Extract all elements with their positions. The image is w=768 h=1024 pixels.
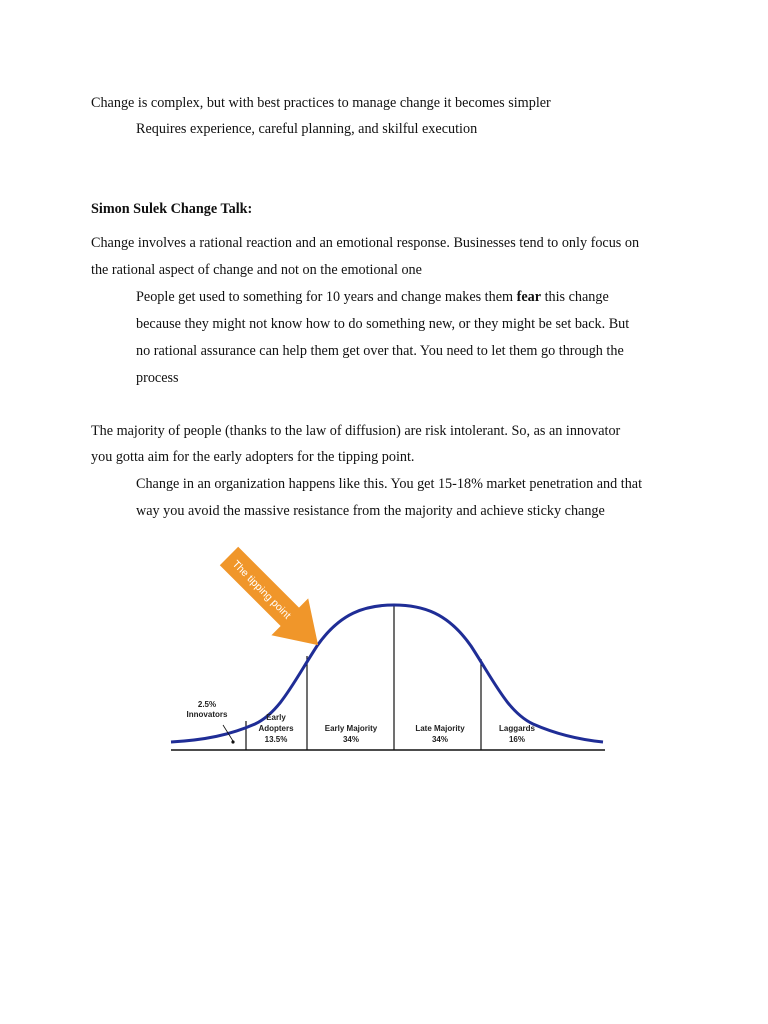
innovators-label: Innovators bbox=[186, 710, 228, 719]
bell-curve bbox=[171, 605, 603, 742]
paragraph-line: Change involves a rational reaction and an emotional response. Businesses tend to only focus on bbox=[91, 235, 640, 251]
paragraph-line: process bbox=[136, 370, 179, 386]
early-adopters-pct-label: 13.5% bbox=[264, 735, 288, 744]
early-majority-label: Early Majority bbox=[324, 724, 378, 733]
paragraph-line: Change in an organization happens like this. You get 15-18% market penetration and that bbox=[136, 476, 643, 492]
laggards-pct-label: 16% bbox=[508, 735, 526, 744]
intro-line-1: Change is complex, but with best practices to manage change it becomes simpler bbox=[91, 95, 551, 111]
emphasis-fear: fear bbox=[516, 289, 542, 305]
paragraph-line: The majority of people (thanks to the law of diffusion) are risk intolerant. So, as an innovator bbox=[91, 423, 621, 439]
innovators-pointer-dot bbox=[231, 740, 234, 743]
early-adopters-label-line1: Early bbox=[266, 713, 286, 722]
diffusion-curve-figure bbox=[165, 528, 610, 758]
laggards-label: Laggards bbox=[498, 724, 536, 733]
section-heading: Simon Sulek Change Talk: bbox=[91, 201, 253, 217]
late-majority-pct-label: 34% bbox=[431, 735, 449, 744]
paragraph-line: because they might not know how to do something new, or they might be set back. But bbox=[136, 316, 630, 332]
paragraph-line: the rational aspect of change and not on the emotional one bbox=[91, 262, 422, 278]
paragraph-line bbox=[136, 288, 609, 306]
innovators-pct-label: 2.5% bbox=[197, 700, 217, 709]
text-span: this change bbox=[541, 289, 609, 305]
text-span: People get used to something for 10 years and change makes them bbox=[136, 289, 517, 305]
paragraph-line: way you avoid the massive resistance from the majority and achieve sticky change bbox=[136, 503, 605, 519]
paragraph-line: no rational assurance can help them get over that. You need to let them go through the bbox=[136, 343, 624, 359]
early-majority-pct-label: 34% bbox=[342, 735, 360, 744]
early-adopters-label-line2: Adopters bbox=[258, 724, 294, 733]
paragraph-line: you gotta aim for the early adopters for the tipping point. bbox=[91, 449, 415, 465]
late-majority-label: Late Majority bbox=[415, 724, 465, 733]
intro-line-2: Requires experience, careful planning, and skilful execution bbox=[136, 121, 478, 137]
tipping-point-arrow bbox=[211, 538, 337, 664]
tipping-point-label: The tipping point bbox=[229, 558, 294, 622]
